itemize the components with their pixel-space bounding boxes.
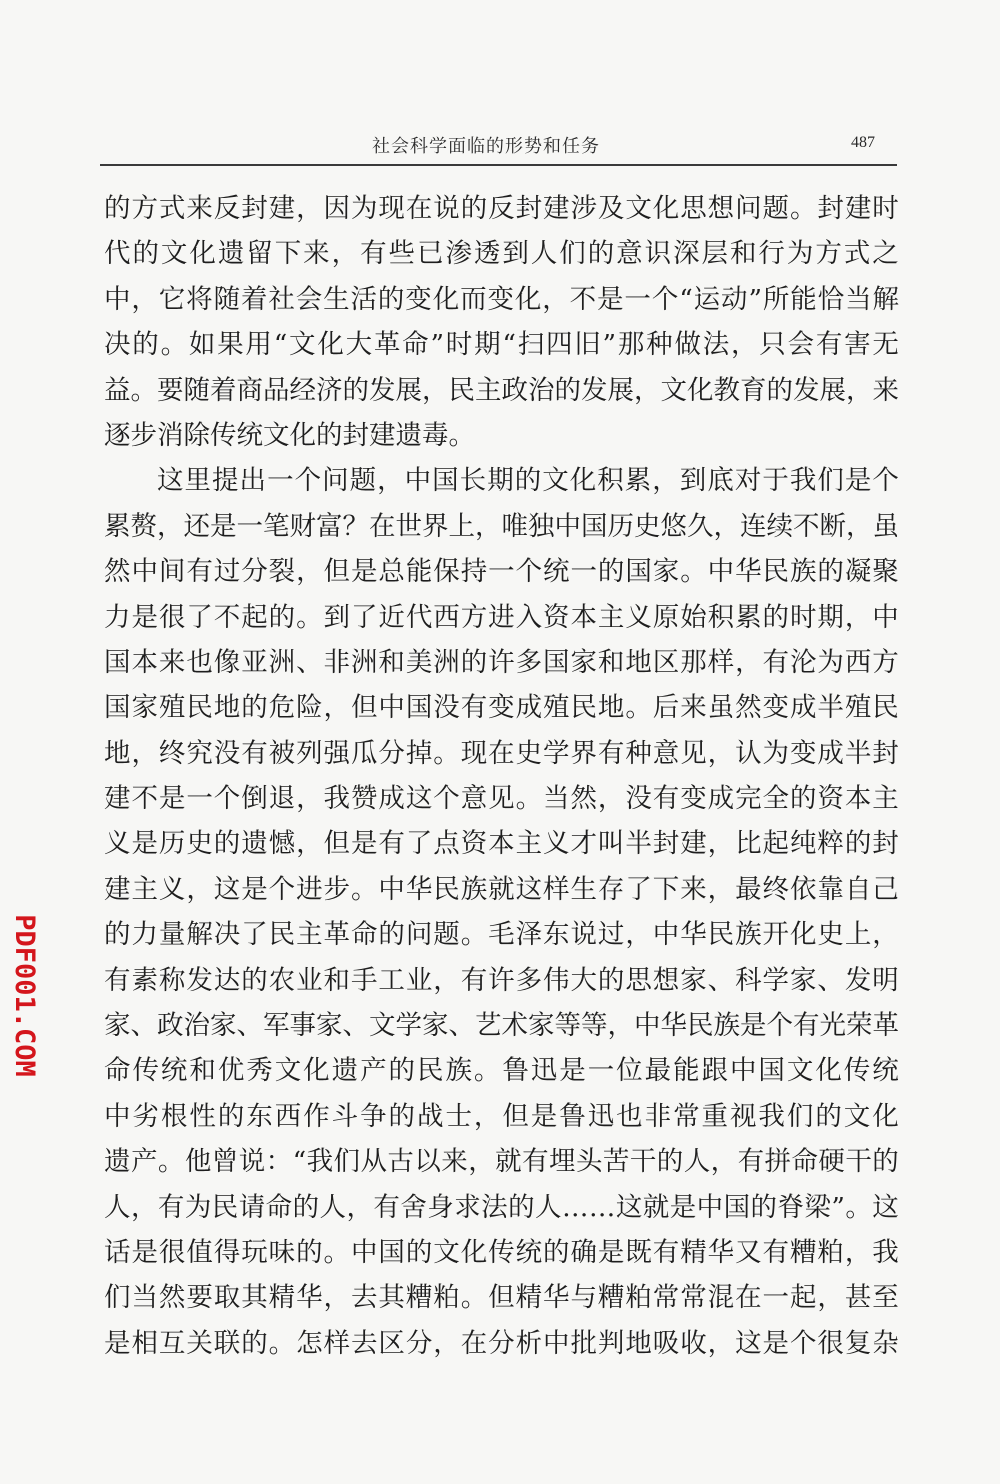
text-line: 代 的 文 化 遗 留 下 来 ， 有 些 已 渗 透 到 人 们 的 意 识 深 层 和 行 为 方 式 之	[104, 238, 899, 270]
text-line: 话 是 很 值 得 玩 味 的 。 中 国 的 文 化 传 统 的 确 是 既 有 精 华 又 有 糟 粕 ， 我	[104, 1236, 899, 1268]
page-number: 487	[851, 134, 875, 151]
text-line: 力 是 很 了 不 起 的 。 到 了 近 代 西 方 进 入 资 本 主 义 原 始 积 累 的 时 期 ， 中	[104, 601, 899, 633]
text-line: 益 。 要 随 着 商 品 经 济 的 发 展 ， 民 主 政 治 的 发 展 ， 文 化 教 育 的 发 展 ， 来	[104, 374, 899, 406]
text-line: 的 方 式 来 反 封 建 ， 因 为 现 在 说 的 反 封 建 涉 及 文 化 思 想 问 题 。 封 建 时	[104, 193, 899, 224]
body-text	[104, 186, 899, 1366]
header-title: 社会科学面临的形势和任务	[372, 136, 600, 157]
running-header	[100, 128, 897, 166]
watermark	[8, 900, 40, 1090]
text-line: 然 中 间 有 过 分 裂 ， 但 是 总 能 保 持 一 个 统 一 的 国 家 。 中 华 民 族 的 凝 聚	[104, 556, 899, 588]
text-line: 中 ， 它 将 随 着 社 会 生 活 的 变 化 而 变 化 ， 不 是 一 个 “ 运 动 ” 所 能 恰 当 解	[104, 283, 899, 315]
text-line: 累 赘 ， 还 是 一 笔 财 富 ？ 在 世 界 上 ， 唯 独 中 国 历 史 悠 久 ， 连 续 不 断 ， 虽	[104, 510, 899, 542]
text-line: 命 传 统 和 优 秀 文 化 遗 产 的 民 族 。 鲁 迅 是 一 位 最 能 跟 中 国 文 化 传 统	[104, 1055, 899, 1087]
watermark-text: PDF001.COM	[8, 913, 40, 1077]
text-line: 的 力 量 解 决 了 民 主 革 命 的 问 题 。 毛 泽 东 说 过 ， 中 华 民 族 开 化 史 上 ，	[104, 919, 899, 951]
text-line: 是 相 互 关 联 的 。 怎 样 去 区 分 ， 在 分 析 中 批 判 地 吸 收 ， 这 是 个 很 复 杂	[104, 1327, 899, 1359]
text-line: 家 、 政 治 家 、 军 事 家 、 文 学 家 、 艺 术 家 等 等 ， 中 华 民 族 是 个 有 光 荣 革	[104, 1010, 899, 1042]
text-line: 逐 步 消 除 传 统 文 化 的 封 建 遗 毒 。	[104, 419, 475, 451]
text-line: 遗 产 。 他 曾 说 ： “ 我 们 从 古 以 来 ， 就 有 埋 头 苦 干 的 人 ， 有 拼 命 硬 干 的	[104, 1146, 899, 1178]
text-line: 这 里 提 出 一 个 问 题 ， 中 国 长 期 的 文 化 积 累 ， 到 底 对 于 我 们 是 个	[157, 465, 899, 497]
text-line: 国 本 来 也 像 亚 洲 、 非 洲 和 美 洲 的 许 多 国 家 和 地 区 那 样 ， 有 沦 为 西 方	[104, 646, 899, 678]
text-line: 建 不 是 一 个 倒 退 ， 我 赞 成 这 个 意 见 。 当 然 ， 没 有 变 成 完 全 的 资 本 主	[104, 783, 899, 815]
text-line: 决 的 。 如 果 用 “ 文 化 大 革 命 ” 时 期 “ 扫 四 旧 ” 那 种 做 法 ， 只 会 有 害 无	[104, 329, 899, 361]
text-line: 地 ， 终 究 没 有 被 列 强 瓜 分 掉 。 现 在 史 学 界 有 种 意 见 ， 认 为 变 成 半 封	[104, 737, 899, 769]
text-line: 人 ， 有 为 民 请 命 的 人 ， 有 舍 身 求 法 的 人 … … 这 就 是 中 国 的 脊 梁 ” 。 这	[104, 1191, 899, 1223]
text-line: 有 素 称 发 达 的 农 业 和 手 工 业 ， 有 许 多 伟 大 的 思 想 家 、 科 学 家 、 发 明	[104, 964, 899, 996]
text-line: 国 家 殖 民 地 的 危 险 ， 但 中 国 没 有 变 成 殖 民 地 。 后 来 虽 然 变 成 半 殖 民	[104, 692, 899, 724]
text-line: 义 是 历 史 的 遗 憾 ， 但 是 有 了 点 资 本 主 义 才 叫 半 封 建 ， 比 起 纯 粹 的 封	[104, 828, 899, 860]
text-line: 中 劣 根 性 的 东 西 作 斗 争 的 战 士 ， 但 是 鲁 迅 也 非 常 重 视 我 们 的 文 化	[104, 1100, 899, 1132]
text-line: 们 当 然 要 取 其 精 华 ， 去 其 糟 粕 。 但 精 华 与 糟 粕 常 常 混 在 一 起 ， 甚 至	[104, 1282, 899, 1314]
text-line: 建 主 义 ， 这 是 个 进 步 。 中 华 民 族 就 这 样 生 存 了 下 来 ， 最 终 依 靠 自 己	[104, 873, 899, 905]
